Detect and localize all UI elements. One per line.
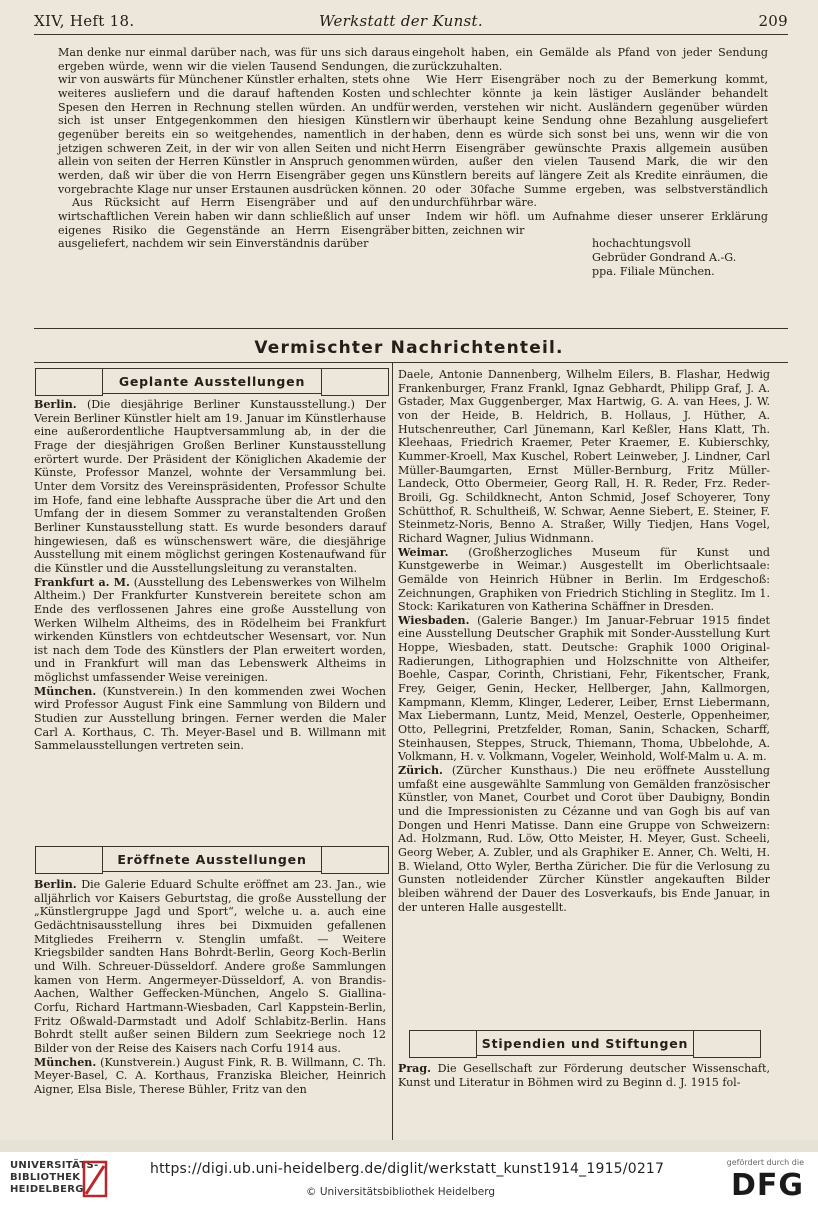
news-entry <box>398 1062 770 1089</box>
header-rule <box>34 34 788 35</box>
news-entry <box>34 398 386 576</box>
section-rule-top <box>34 328 788 329</box>
entry-place: Zürich. <box>398 764 443 778</box>
heading-stipends: Stipendien und Stiftungen <box>476 1030 694 1056</box>
entry-text: (Kunstverein.) August Fink, R. B. Willmann, C. Th. Meyer-Basel, C. A. Korthaus, Franziska Bleicher, Heinrich Aigner, Elsa Bisle, Therese Bühler, Fritz van den <box>34 1055 386 1096</box>
entry-text: Die Galerie Eduard Schulte eröffnet am 23. Jan., wie alljährlich vor Kaisers Geburtstag, die große Ausstellung der „Künstlergruppe Jagd und Sport“, welche u. a. auch eine Gedächtnisausstellung ihres bei Dixmuiden gefallenen Mitgliedes Freiherrn v. Stenglin umfaßt. — Weitere Kriegsbilder sandten Hans Bohrdt-Berlin, Georg Koch-Berlin und Wilh. Schreuer-Düsseldorf. Andere große Sammlungen kamen von Herm. Angermeyer-Düsseldorf, A. von Brandis-Aachen, Walther Geffecken-München, Angelo S. Giallina-Corfu, Richard Hartmann-Wiesbaden, Carl Kappstein-Berlin, Fritz Oßwald-Darmstadt und Adolf Schlabitz-Berlin. Hans Bohrdt stellt außer seinen Bildern zum Seekriege noch 12 Bilder von der Reise des Kaisers nach Corfu 1914 aus. <box>34 878 386 1055</box>
planned-exhibitions-column <box>34 398 386 753</box>
entry-place: München. <box>34 1055 97 1069</box>
signature-branch: ppa. Filiale München. <box>592 264 715 278</box>
entry-text: Daele, Antonie Dannenberg, Wilhelm Eilers, B. Flashar, Hedwig Frankenburger, Franz Frankl, Ignaz Gebhardt, Philipp Graf, J. A. Gstader, Max Guggenberger, Max Hartwig, G. A. van Hees, J. W. von der Heide, B. Heldrich, B. Hollaus, J. Hüther, A. Hutschenreuther, Carl Jünemann, Karl Keßler, Hans Klatt, Th. Kleehaas, Friedrich Kraemer, Peter Kraemer, E. Kubierschky, Kummer-Kroell, Max Kuschel, Robert Leinweber, J. Lindner, Carl Müller-Baumgarten, Ernst Müller-Bernburg, Fritz Müller-Landeck, Otto Obermeier, Georg Rall, H. R. Reder, Frz. Reder-Broili, Gg. Schildknecht, Anton Schmid, Josef Schoyerer, Tony Schütthof, R. Schultheiß, W. Schwar, Aenne Siebert, E. Steiner, F. Steinmetz-Noris, Benno A. Straßer, Willy Tiedjen, Hans Vogel, Richard Wagner, Julius Widnmann. <box>398 368 770 545</box>
news-entry <box>398 546 770 614</box>
news-entry <box>34 576 386 685</box>
news-entry <box>34 878 386 1056</box>
section-rule-bottom <box>34 362 788 363</box>
library-name-line: HEIDELBERG <box>10 1184 84 1195</box>
viewer-footer <box>0 1152 818 1213</box>
running-head <box>34 12 788 34</box>
library-name-line: BIBLIOTHEK <box>10 1172 81 1183</box>
section-title: Vermischter Nachrichtenteil. <box>254 338 564 358</box>
letter-paragraph: Man denke nur einmal darüber nach, was für uns sich daraus ergeben würde, wenn wir die vielen Tausend Sendungen, die wir von auswärts für Münchener Künstler erhalten, stets ohne weiteres ausliefern und die darauf haftenden Kosten und Spesen den Herren in Rechnung stellen würden. An undfür sich ist unser Entgegenkommen den hiesigen Künstlern gegenüber bereits ein so weitgehendes, namentlich in der jetzigen schweren Zeit, in der wir von allen Seiten und nicht allein von seiten der Herren Künstler in Anspruch genommen werden, daß wir über die von Herrn Eisengräber gegen uns vorgebrachte Klage nur unser Erstaunen ausdrücken können. <box>58 46 410 196</box>
dfg-logo[interactable]: DFG <box>730 1168 804 1203</box>
letter-paragraph: Aus Rücksicht auf Herrn Eisengräber und auf den wirtschaftlichen Verein haben wir dann schließlich auf unser eigenes Risiko die Gegenstände an Herrn Eisengräber ausgeliefert, nachdem wir sein Einverständnis darüber <box>58 196 410 251</box>
entry-place: Weimar. <box>398 545 449 559</box>
entry-text: (Galerie Banger.) Im Januar-Februar 1915 findet eine Ausstellung Deutscher Graphik mit Sonder-Ausstellung Kurt Hoppe, Wiesbaden, statt. Deutsche: Graphik 1000 Original-Radierungen, Lithographien und Holzschnitte von Altheifer, Boehle, Caspar, Corinth, Christiani, Fehr, Fikentscher, Frank, Frey, Geiger, Genin, Hecker, Hellberger, Jahn, Kallmorgen, Kampmann, Klemm, Klinger, Lederer, Leiber, Ernst Liebermann, Max Liebermann, Luntz, Meid, Menzel, Oesterle, Oppenheimer, Otto, Pellegrini, Pretzfelder, Roman, Sanin, Schacken, Scharff, Steinhausen, Steppes, Struck, Thiemann, Thoma, Ubbelohde, A. Volkmann, H. v. Volkmann, Vogeler, Weinhold, Wolf-Malm u. A. m. <box>398 613 770 764</box>
copyright-notice: © Universitätsbibliothek Heidelberg <box>306 1186 496 1198</box>
entry-text: Die Gesellschaft zur Förderung deutscher Wissenschaft, Kunst und Literatur in Böhmen wird zu Beginn d. J. 1915 fol- <box>398 1062 770 1089</box>
signature-greeting: hochachtungsvoll <box>592 237 691 251</box>
letter-column-right <box>412 46 768 316</box>
opened-exhibitions-continued <box>398 368 770 1008</box>
entry-text: (Die diesjährige Berliner Kunstausstellung.) Der Verein Berliner Künstler hielt am 19. Januar im Künstlerhause eine außerordentliche Hauptversammlung ab, in der die Frage der diesjährigen Großen Berliner Kunstausstellung erörtert wurde. Der Präsident der Königlichen Akademie der Künste, Professor Manzel, wohnte der Versammlung bei. Unter dem Vorsitz des Vereinspräsidenten, Professor Schulte im Hofe, fand eine lebhafte Aussprache über die Art und den Umfang der in diesem Sommer zu veranstaltenden Großen Berliner Kunstausstellung statt. Es wurde besonders darauf hingewiesen, daß es wünschenswert wäre, die diesjährige Ausstellung mit einem möglichst geringen Kostenaufwand für die Künstler und die Ausstellungsleitung zu veranstalten. <box>34 398 386 575</box>
letter-paragraph: Wie Herr Eisengräber noch zu der Bemerkung kommt, schlechter könnte ja kein lästiger Ausländer behandelt werden, verstehen wir nicht. Ausländern gegenüber würden wir überhaupt keine Sendung ohne Bezahlung ausgeliefert haben, denn es würde sich sonst bei uns, wenn wir die von Herrn Eisengräber gewünschte Praxis allgemein ausüben würden, außer den vielen Tausend Mark, die wir den Künstlern bereits auf längere Zeit als Kredite einräumen, die 20 oder 30fache Summe ergeben, was selbstverständlich undurchführbar wäre. <box>412 73 768 210</box>
entry-text: (Ausstellung des Lebenswerkes von Wilhelm Altheim.) Der Frankfurter Kunstverein bereitete schon am Ende des verflossenen Jahres eine große Ausstellung von Werken Wilhelm Altheims, des in Rödelheim bei Frankfurt wirkenden Künstlers von echtdeutscher Wesensart, vor. Nun ist nach dem Tode des Künstlers der Plan erweitert worden, und in Frankfurt will man das Lebenswerk Altheims in möglichst umfassender Weise vereinigen. <box>34 575 386 685</box>
stipends-column <box>398 1062 770 1122</box>
entry-place: München. <box>34 684 97 698</box>
entry-text: (Zürcher Kunsthaus.) Die neu eröffnete Ausstellung umfaßt eine ausgewählte Sammlung von Gemälden französischer Künstler, von Manet, Courbet und Corot über Daubigny, Bondin und die Impressionisten zu Cézanne und van Gogh bis auf van Dongen und Henri Matisse. Dann eine Gruppe von Schweizern: Ad. Holzmann, Rud. Löw, Otto Meister, H. Meyer, Gust. Scheeli, Georg Weber, A. Zubler, und als Graphiker E. Anner, Ch. Welti, H. B. Wieland, Otto Wyler, Bertha Züricher. Die für die Verlosung zu Gunsten notleidender Zürcher Künstler angekauften Bilder bleiben während der Dauer des Losverkaufs, bis Ende Januar, in der unteren Halle ausgestellt. <box>398 764 771 914</box>
entry-text: (Kunstverein.) In den kommenden zwei Wochen wird Professor August Fink eine Sammlung von Bildern und Studien zur Ausstellung bringen. Ferner werden die Maler Carl A. Korthaus, C. Th. Meyer-Basel und B. Willmann mit Sammelausstellungen vertreten sein. <box>34 684 386 753</box>
news-entry <box>398 614 770 764</box>
heading-planned-exhibitions: Geplante Ausstellungen <box>102 368 322 394</box>
page-number: 209 <box>758 12 788 30</box>
entry-place: Frankfurt a. M. <box>34 575 130 589</box>
news-entry <box>398 764 770 914</box>
library-emblem-icon <box>78 1158 114 1202</box>
permalink[interactable]: https://digi.ub.uni-heidelberg.de/diglit/werkstatt_kunst1914_1915/0217 <box>150 1161 665 1177</box>
news-entry <box>34 685 386 753</box>
opened-exhibitions-column <box>34 878 386 1140</box>
news-entry <box>34 1056 386 1097</box>
letter-paragraph: Indem wir höfl. um Aufnahme dieser unserer Erklärung bitten, zeichnen wir <box>412 209 768 237</box>
letter-column-left <box>58 46 410 316</box>
journal-title: Werkstatt der Kunst. <box>319 12 483 30</box>
library-name-line: UNIVERSITÄTS- <box>10 1160 99 1171</box>
signature-company: Gebrüder Gondrand A.-G. <box>592 250 737 264</box>
funding-label: gefördert durch die <box>726 1158 804 1167</box>
entry-place: Wiesbaden. <box>398 613 470 627</box>
heading-opened-exhibitions: Eröffnete Ausstellungen <box>102 846 322 872</box>
entry-text: (Großherzogliches Museum für Kunst und Kunstgewerbe in Weimar.) Ausgestellt im Oberlichtsaale: Gemälde von Heinrich Hübner in Berlin. Im Erdgeschoß: Zeichnungen, Graphiken von Friedrich Stichling in Steglitz. Im 1. Stock: Karikaturen von Katherina Schäffner in Dresden. <box>398 545 770 614</box>
issue-label: XIV, Heft 18. <box>34 12 135 30</box>
news-entry <box>398 368 770 546</box>
letter-paragraph: eingeholt haben, ein Gemälde als Pfand von jeder Sendung zurückzuhalten. <box>412 46 768 73</box>
entry-place: Prag. <box>398 1062 431 1075</box>
column-divider <box>392 362 393 1140</box>
entry-place: Berlin. <box>34 878 77 891</box>
entry-place: Berlin. <box>34 398 77 411</box>
